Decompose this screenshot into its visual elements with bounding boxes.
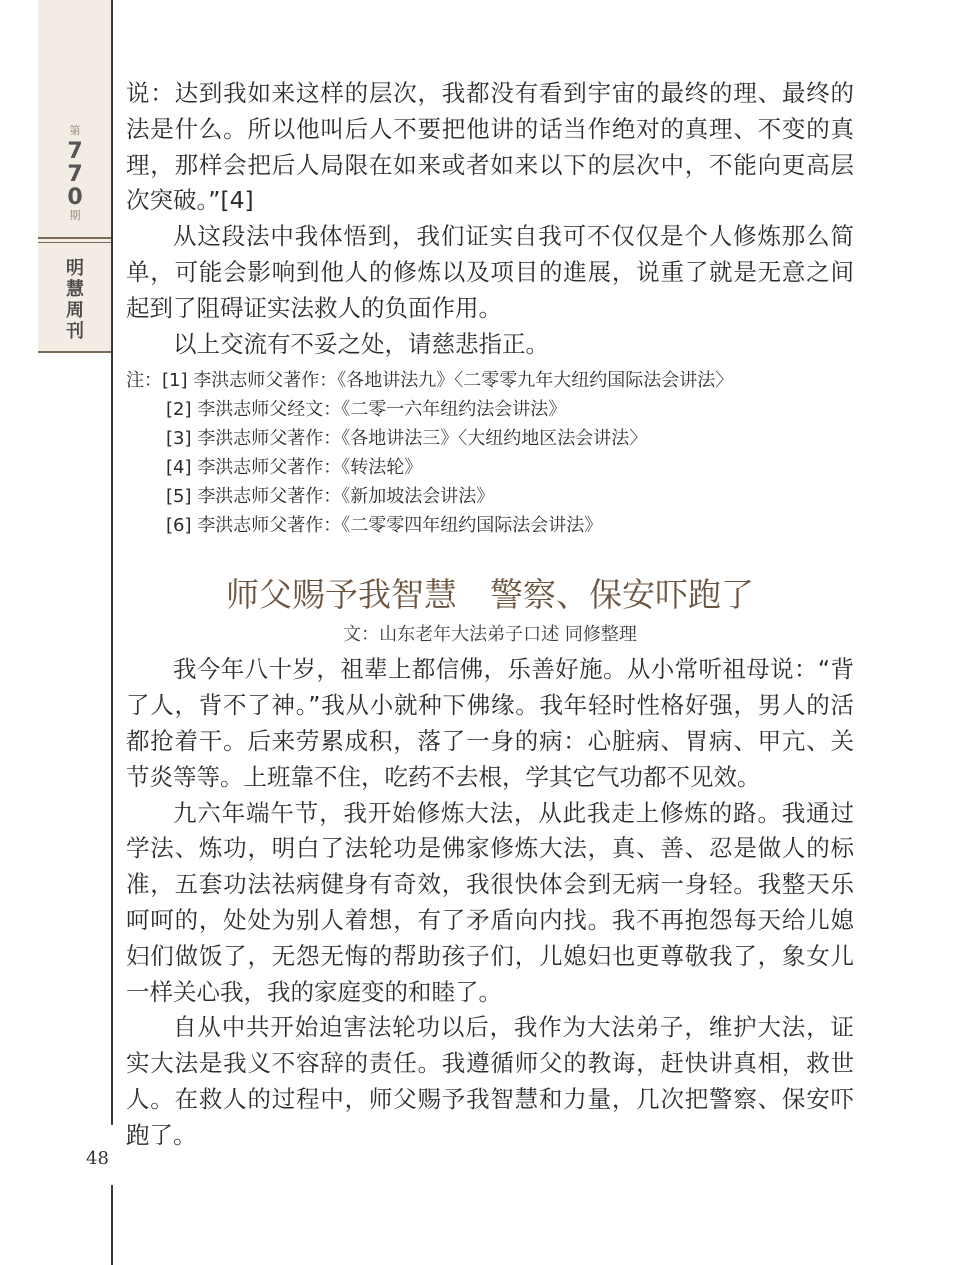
footnote: [6] 李洪志师父著作：《二零零四年纽约国际法会讲法》 (166, 515, 603, 537)
page-number: 48 (86, 1148, 109, 1169)
footnotes (126, 366, 854, 540)
article-paragraph: 九六年端午节，我开始修炼大法，从此我走上修炼的路。我通过学法、炼功，明白了法轮功是佛家修炼大法，真、善、忍是做人的标准，五套功法祛病健身有奇效，我很快体会到无病一身轻。我整天乐呵呵的，处处为别人着想，有了矛盾向内找。我不再抱怨每天给儿媳妇们做饭了，无怨无悔的帮助孩子们，儿媳妇也更尊敬我了，象女儿一样关心我，我的家庭变的和睦了。 (126, 798, 854, 1006)
article-paragraph: 我今年八十岁，祖辈上都信佛，乐善好施。从小常听祖母说：“背了人，背不了神。”我从小就种下佛缘。我年轻时性格好强，男人的活都抢着干。后来劳累成积，落了一身的病：心脏病、胃病、甲亢、关节炎等等。上班靠不住，吃药不去根，学其它气功都不见效。 (126, 655, 854, 791)
sidebar-divider (38, 237, 112, 239)
issue-number: 770 (67, 139, 83, 210)
footnote: [3] 李洪志师父著作：《各地讲法三》〈大纽约地区法会讲法〉 (166, 428, 648, 450)
footnote: 注：[1] 李洪志师父著作：《各地讲法九》〈二零零九年大纽约国际法会讲法〉 (126, 370, 734, 392)
magazine-name: 明慧周刊 (66, 258, 84, 342)
footnote: [2] 李洪志师父经文：《二零一六年纽约法会讲法》 (166, 399, 567, 421)
issue-suffix: 期 (69, 209, 81, 222)
footnote: [4] 李洪志师父著作：《转法轮》 (166, 457, 423, 479)
issue-label (38, 124, 112, 232)
intro-paragraph: 以上交流有不妥之处，请慈悲指正。 (173, 329, 549, 358)
page-content (126, 76, 854, 1154)
issue-prefix: 第 (69, 124, 81, 137)
margin-rule-bottom (111, 1185, 113, 1265)
magazine-label (38, 258, 112, 342)
article-title: 师父赐予我智慧 警察、保安吓跑了 (226, 575, 754, 615)
article-byline: 文：山东老年大法弟子口述 同修整理 (343, 624, 637, 646)
footnote: [5] 李洪志师父著作：《新加坡法会讲法》 (166, 486, 495, 508)
intro-paragraph: 说：达到我如来这样的层次，我都没有看到宇宙的最终的理、最终的法是什么。所以他叫后人不要把他讲的话当作绝对的真理、不变的真理，那样会把后人局限在如来或者如来以下的层次中，不能向更高层次突破。”[4] (126, 79, 854, 215)
intro-paragraph: 从这段法中我体悟到，我们证实自我可不仅仅是个人修炼那么简单，可能会影响到他人的修炼以及项目的進展，说重了就是无意之间起到了阻碍证实法救人的负面作用。 (126, 222, 854, 322)
sidebar-divider-thin (38, 242, 112, 243)
article-paragraph: 自从中共开始迫害法轮功以后，我作为大法弟子，维护大法，证实大法是我义不容辞的责任。我遵循师父的教诲，赶快讲真相，救世人。在救人的过程中，师父赐予我智慧和力量，几次把警察、保安吓跑了。 (126, 1013, 854, 1149)
sidebar-bottom-rule (38, 351, 112, 353)
